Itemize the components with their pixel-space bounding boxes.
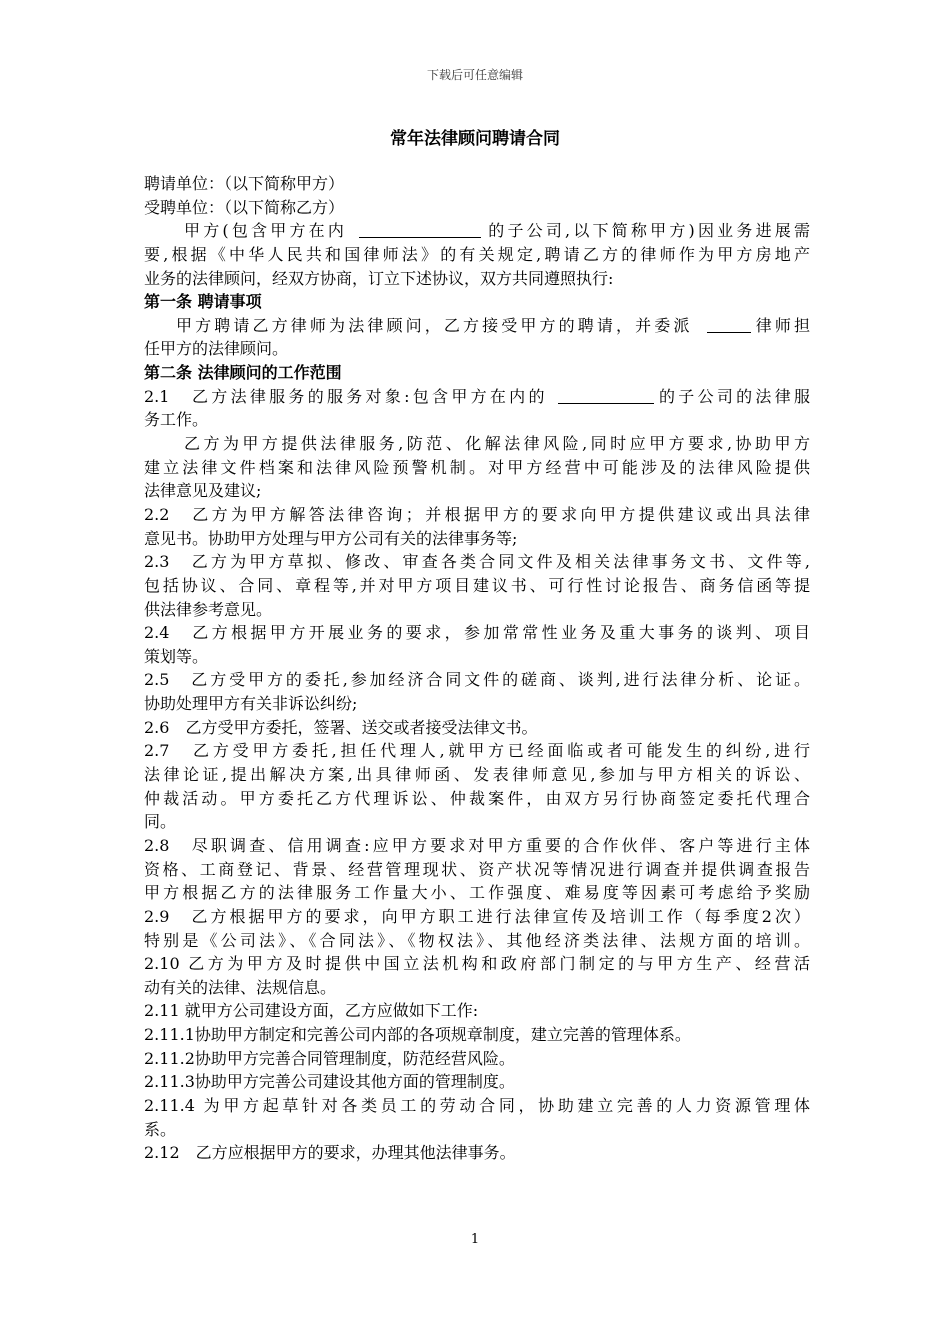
document-body bbox=[144, 172, 810, 1165]
blank-field bbox=[707, 316, 751, 333]
clause-2-7: 法律论证,提出解决方案,出具律师函、发表律师意见,参加与甲方相关的诉讼、 bbox=[144, 765, 810, 785]
clause-2-11-4: 2.11.4 为甲方起草针对各类员工的劳动合同，协助建立完善的人力资源管理体 bbox=[144, 1095, 810, 1115]
employer-line: 聘请单位：（以下简称甲方） bbox=[144, 174, 345, 193]
article-1-heading: 第一条 聘请事项 bbox=[144, 292, 262, 312]
clause-2-2: 意见书。协助甲方处理与甲方公司有关的法律事务等; bbox=[144, 528, 518, 548]
article-1-text: 律师担 bbox=[752, 315, 810, 335]
clause-2-11-3: 2.11.3协助甲方完善公司建设其他方面的管理制度。 bbox=[144, 1072, 515, 1092]
intro-text: 甲方(包含甲方在内 bbox=[184, 221, 348, 241]
paragraph-line: 建立法律文件档案和法律风险预警机制。对甲方经营中可能涉及的法律风险提供 bbox=[144, 457, 810, 477]
clause-2-9: 特别是《公司法》、《合同法》、《物权法》、其他经济类法律、法规方面的培训。 bbox=[144, 930, 810, 950]
clause-2-7: 2.7 乙方受甲方委托,担任代理人,就甲方已经面临或者可能发生的纠纷,进行 bbox=[144, 741, 810, 761]
clause-2-1 bbox=[144, 385, 810, 409]
clause-text: 2.1 乙方法律服务的服务对象:包含甲方在内的 bbox=[144, 386, 548, 406]
clause-2-11-2: 2.11.2协助甲方完善合同管理制度，防范经营风险。 bbox=[144, 1048, 515, 1068]
clause-2-1: 务工作。 bbox=[144, 410, 209, 430]
clause-2-4: 策划等。 bbox=[144, 646, 209, 666]
clause-2-10: 2.10 乙方为甲方及时提供中国立法机构和政府部门制定的与甲方生产、经营活 bbox=[144, 954, 810, 974]
clause-2-6: 2.6 乙方受甲方委托，签署、送交或者接受法律文书。 bbox=[144, 717, 538, 737]
clause-2-11-1: 2.11.1协助甲方制定和完善公司内部的各项规章制度，建立完善的管理体系。 bbox=[144, 1025, 691, 1045]
intro-line: 业务的法律顾问，经双方协商，订立下述协议，双方共同遵照执行: bbox=[144, 268, 614, 288]
clause-2-3: 包括协议、合同、章程等,并对甲方项目建议书、可行性讨论报告、商务信函等提 bbox=[144, 575, 810, 595]
article-1-line: 任甲方的法律顾问。 bbox=[144, 339, 289, 359]
clause-2-8: 2.8 尽职调查、信用调查:应甲方要求对甲方重要的合作伙伴、客户等进行主体 bbox=[144, 835, 810, 855]
clause-text: 的子公司的法律服 bbox=[655, 386, 810, 406]
clause-2-8: 资格、工商登记、背景、经营管理现状、资产状况等情况进行调查并提供调查报告 bbox=[144, 859, 810, 879]
clause-2-10: 动有关的法律、法规信息。 bbox=[144, 977, 337, 997]
clause-2-7: 同。 bbox=[144, 812, 177, 832]
clause-2-12: 2.12 乙方应根据甲方的要求，办理其他法律事务。 bbox=[144, 1143, 516, 1163]
document-title: 常年法律顾问聘请合同 bbox=[390, 129, 560, 149]
clause-2-7: 仲裁活动。甲方委托乙方代理诉讼、仲裁案件，由双方另行协商签定委托代理合 bbox=[144, 788, 810, 808]
page-number: 1 bbox=[470, 1232, 480, 1247]
article-2-heading: 第二条 法律顾问的工作范围 bbox=[144, 363, 342, 383]
article-1-text: 甲方聘请乙方律师为法律顾问，乙方接受甲方的聘请，并委派 bbox=[176, 315, 693, 335]
paragraph-line: 法律意见及建议; bbox=[144, 481, 262, 501]
intro-line bbox=[144, 219, 810, 243]
clause-2-11: 2.11 就甲方公司建设方面，乙方应做如下工作: bbox=[144, 1001, 479, 1021]
page-header: 下载后可任意编辑 bbox=[426, 68, 523, 82]
clause-2-4: 2.4 乙方根据甲方开展业务的要求，参加常常性业务及重大事务的谈判、项目 bbox=[144, 623, 810, 643]
clause-2-5: 协助处理甲方有关非诉讼纠纷; bbox=[144, 694, 358, 714]
blank-field bbox=[359, 221, 481, 238]
intro-line: 要,根据《中华人民共和国律师法》的有关规定,聘请乙方的律师作为甲方房地产 bbox=[144, 244, 810, 264]
clause-2-3: 供法律参考意见。 bbox=[144, 599, 273, 619]
clause-2-8: 甲方根据乙方的法律服务工作量大小、工作强度、难易度等因素可考虑给予奖励 bbox=[144, 883, 810, 903]
clause-2-5: 2.5 乙方受甲方的委托,参加经济合同文件的磋商、谈判,进行法律分析、论证。 bbox=[144, 670, 810, 690]
blank-field bbox=[558, 387, 654, 404]
employee-line: 受聘单位：（以下简称乙方） bbox=[144, 197, 345, 217]
paragraph-line: 乙方为甲方提供法律服务,防范、化解法律风险,同时应甲方要求,协助甲方 bbox=[184, 434, 810, 454]
clause-2-11-4: 系。 bbox=[144, 1119, 177, 1139]
clause-2-9: 2.9 乙方根据甲方的要求，向甲方职工进行法律宣传及培训工作（每季度2次） bbox=[144, 906, 810, 926]
article-1-line bbox=[144, 314, 810, 338]
clause-2-2: 2.2 乙方为甲方解答法律咨询；并根据甲方的要求向甲方提供建议或出具法律 bbox=[144, 504, 810, 524]
intro-text: 的子公司,以下简称甲方)因业务进展需 bbox=[485, 221, 810, 241]
clause-2-3: 2.3 乙方为甲方草拟、修改、审查各类合同文件及相关法律事务文书、文件等, bbox=[144, 552, 810, 572]
